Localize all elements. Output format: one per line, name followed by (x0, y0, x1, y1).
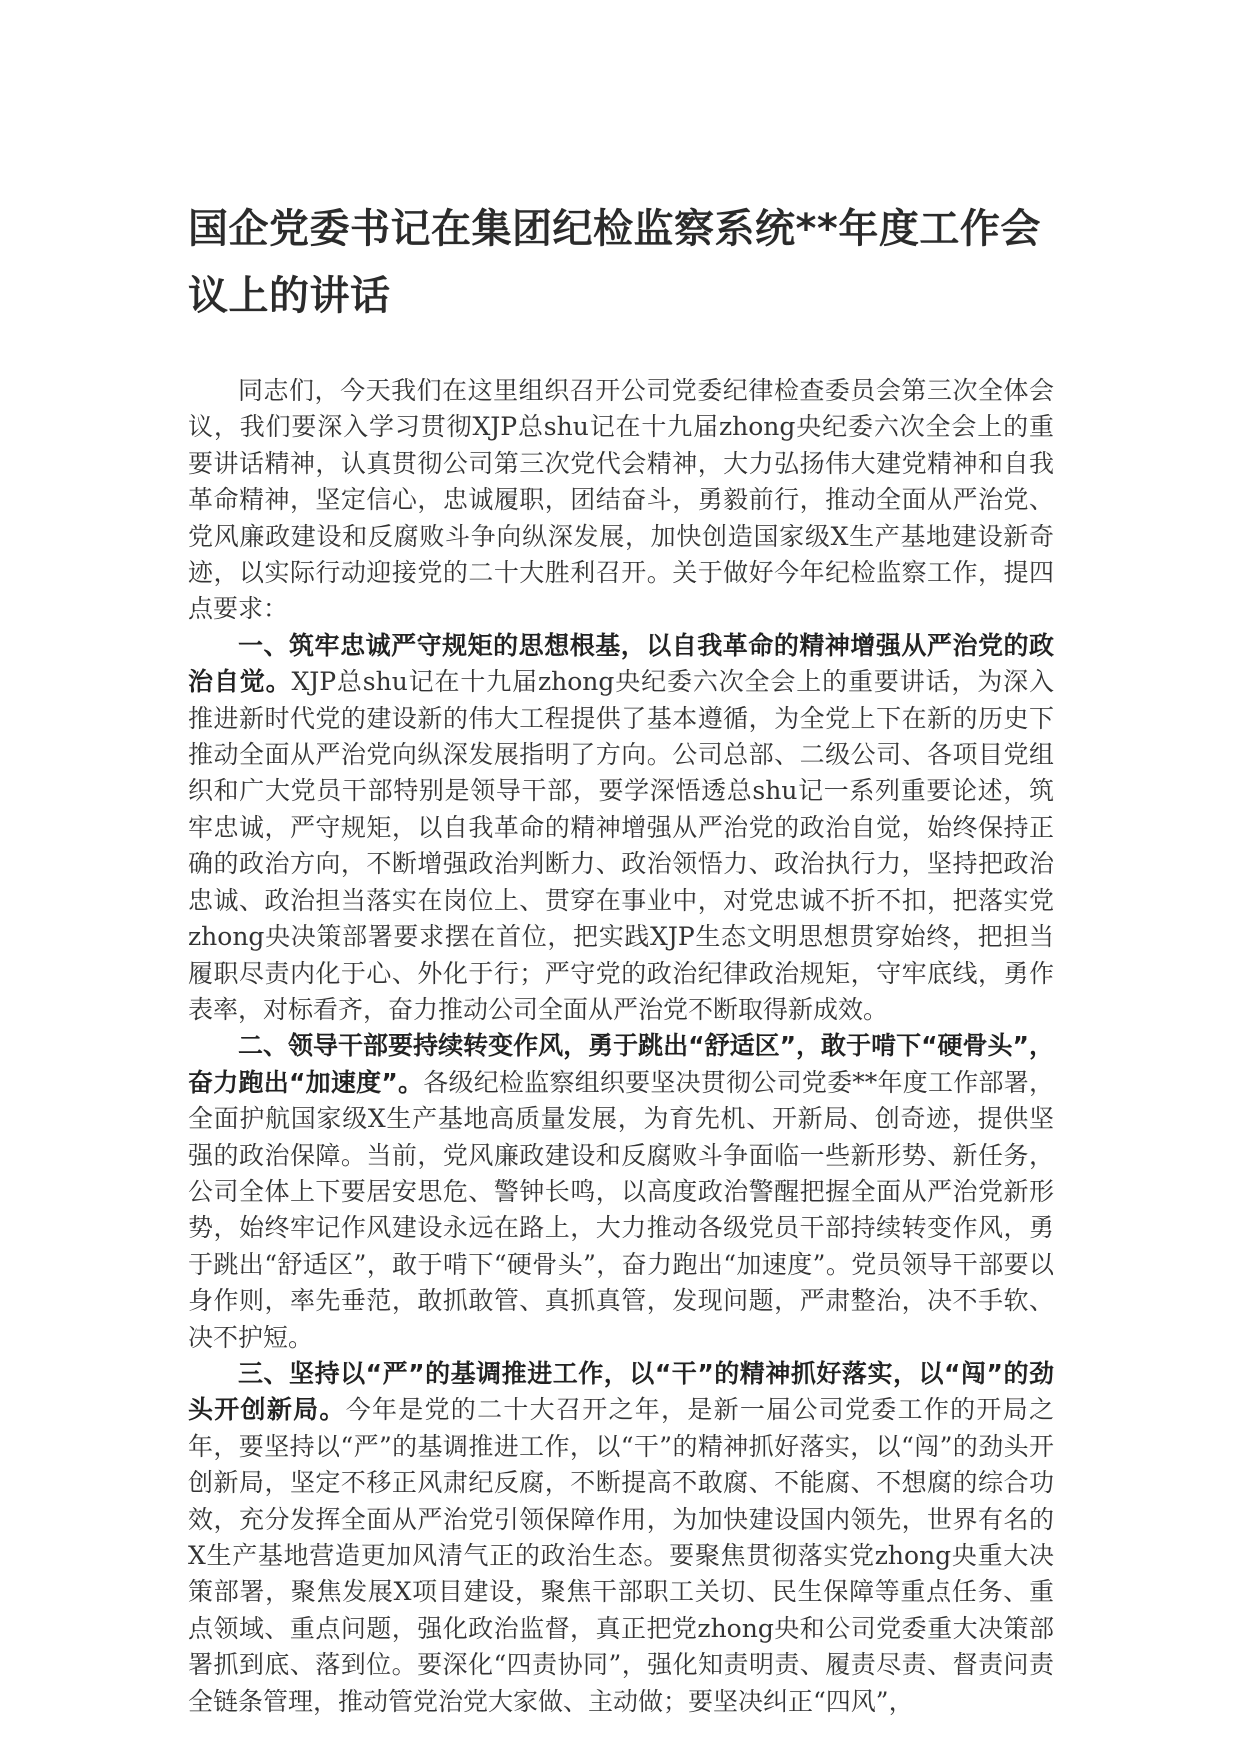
paragraph-text: XJP总shu记在十九届zhong央纪委六次全会上的重要讲话，为深入推进新时代党的建设新的伟大工程提供了基本遵循，为全党上下在新的历史下推动全面从严治党向纵深发展指明了方向。公司总部、二级公司、各项目党组织和广大党员干部特别是领导干部，要学深悟透总shu记一系列重要论述，筑牢忠诚，严守规矩，以自我革命的精神增强从严治党的政治自觉，始终保持正确的政治方向，不断增强政治判断力、政治领悟力、政治执行力，坚持把政治忠诚、政治担当落实在岗位上、贯穿在事业中，对党忠诚不折不扣，把落实党zhong央决策部署要求摆在首位，把实践XJP生态文明思想贯穿始终，把担当履职尽责内化于心、外化于行；严守党的政治纪律政治规矩，守牢底线，勇作表率，对标看齐，奋力推动公司全面从严治党不断取得新成效。 (188, 667, 1054, 1024)
paragraph-text: 各级纪检监察组织要坚决贯彻公司党委**年度工作部署，全面护航国家级X生产基地高质量发展，为育先机、开新局、创奇迹，提供坚强的政治保障。当前，党风廉政建设和反腐败斗争面临一些新形势、新任务，公司全体上下要居安思危、警钟长鸣，以高度政治警醒把握全面从严治党新形势，始终牢记作风建设永远在路上，大力推动各级党员干部持续转变作风，勇于跳出“舒适区”，敢于啃下“硬骨头”，奋力跑出“加速度”。党员领导干部要以身作则，率先垂范，敢抓敢管、真抓真管，发现问题，严肃整治，决不手软、决不护短。 (188, 1067, 1054, 1352)
paragraph-text: 今年是党的二十大召开之年，是新一届公司党委工作的开局之年，要坚持以“严”的基调推进工作，以“干”的精神抓好落实，以“闯”的劲头开创新局，坚定不移正风肃纪反腐，不断提高不敢腐、不能腐、不想腐的综合功效，充分发挥全面从严治党引领保障作用，为加快建设国内领先，世界有名的X生产基地营造更加风清气正的政治生态。要聚焦贯彻落实党zhong央重大决策部署，聚焦发展X项目建设，聚焦干部职工关切、民生保障等重点任务、重点领域、重点问题，强化政治监督，真正把党zhong央和公司党委重大决策部署抓到底、落到位。要深化“四责协同”，强化知责明责、履责尽责、督责问责全链条管理，推动管党治党大家做、主动做；要坚决纠正“四风”， (188, 1395, 1054, 1716)
paragraph-point-2 (188, 1028, 1054, 1356)
paragraph-heading: 三、坚持以“严”的基调推进工作，以“干”的精神抓好落实，以“闯”的劲头开创新局。 (188, 1358, 1054, 1425)
paragraph-point-1 (188, 628, 1054, 1028)
paragraph-heading: 一、筑牢忠诚严守规矩的思想根基，以自我革命的精神增强从严治党的政治自觉。 (188, 630, 1054, 697)
paragraph-opening (188, 373, 1054, 628)
document-title: 国企党委书记在集团纪检监察系统**年度工作会议上的讲话 (188, 206, 1041, 319)
paragraph-text: 同志们，今天我们在这里组织召开公司党委纪律检查委员会第三次全体会议，我们要深入学习贯彻XJP总shu记在十九届zhong央纪委六次全会上的重要讲话精神，认真贯彻公司第三次党代会精神，大力弘扬伟大建党精神和自我革命精神，坚定信心，忠诚履职，团结奋斗，勇毅前行，推动全面从严治党、党风廉政建设和反腐败斗争向纵深发展，加快创造国家级X生产基地建设新奇迹，以实际行动迎接党的二十大胜利召开。关于做好今年纪检监察工作，提四点要求： (188, 376, 1054, 624)
paragraph-point-3 (188, 1356, 1054, 1720)
paragraph-heading: 二、领导干部要持续转变作风，勇于跳出“舒适区”，敢于啃下“硬骨头”，奋力跑出“加速度”。 (188, 1031, 1054, 1097)
document-body (188, 373, 1054, 1720)
